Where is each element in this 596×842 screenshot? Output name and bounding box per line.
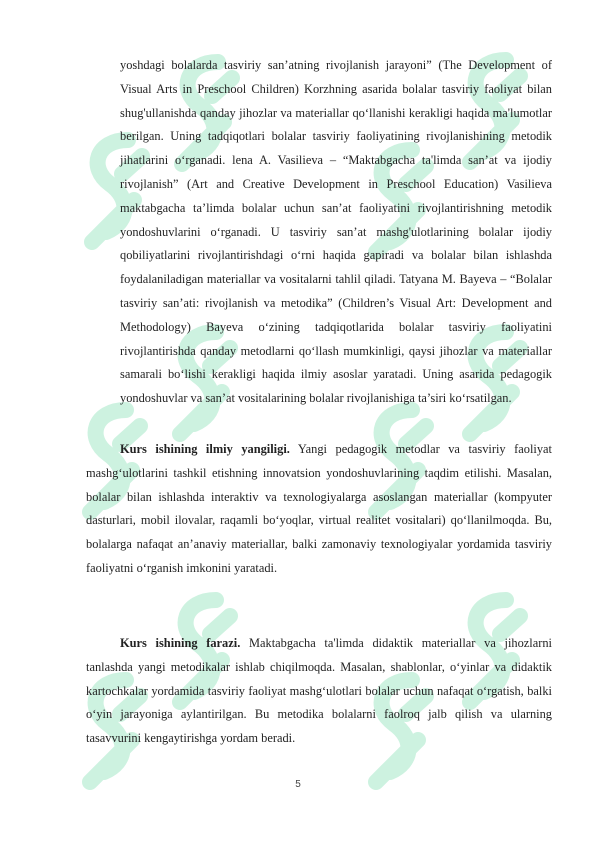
page-number: 5	[295, 779, 301, 790]
novelty-body: Yangi pedagogik metodlar va tasviriy faoliyat mashg‘ulotlarini tashkil etishning innovatsion yondoshuvlarining taqdim etilishi. Masalan, bolalar bilan ishlashda interaktiv va texnologiyalarga asoslangan materiallar (kompyuter dasturlari, mobil ilovalar, raqamli bo‘yoqlar, virtual realitet vositalari) qo‘llanilmoqda. Bu, bolalarga nafaqat an’anaviy materiallar, balki zamonaviy texnologiyalar yordamida tasviriy faoliyatni o‘rganish imkonini yaratadi.	[86, 442, 552, 575]
hypothesis-body: Maktabgacha ta'limda didaktik materiallar va jihozlarni tanlashda yangi metodikalar ishlab chiqilmoqda. Masalan, shablonlar, o‘yinlar va didaktik kartochkalar yordamida tasviriy faoliyat mashg‘ulotlari bolalar uchun nafaqat o‘rgatish, balki o‘yin jarayoniga aylantirilgan. Bu metodika bolalarni faolroq jalb qilish va ularning tasavvurini kengaytirishga yordam beradi.	[86, 636, 552, 746]
hypothesis-heading: Kurs ishining farazi.	[120, 636, 241, 650]
paragraph-hypothesis	[86, 632, 552, 751]
novelty-heading: Kurs ishining ilmiy yangiligi.	[120, 442, 290, 456]
paragraph-scientific-novelty	[86, 438, 552, 581]
paragraph-literature-review: yoshdagi bolalarda tasviriy san’atning rivojlanish jarayoni” (The Development of Visual Arts in Preschool Children) Korzhning asarida bolalar tasviriy faoliyat bilan shug'ullanishda qanday jihozlar va materiallar qo‘llanishi kerakligi haqida ma'lumotlar berilgan. Uning tadqiqotlari bolalar tasviriy faoliyatining rivojlanishining metodik jihatlarini o‘rganadi. lena A. Vasilieva – “Maktabgacha ta'limda san’at va ijodiy rivojlanish” (Art and Creative Development in Preschool Education) Vasilieva maktabgacha ta’limda bolalar uchun san’at faoliyatini rivojlantirishning metodik yondoshuvlarini o‘rganadi. U tasviriy san’at mashg'ulotlarining bolalar ijodiy qobiliyatlarini rivojlantirishdagi o‘rni haqida gapiradi va bolalar bilan ishlashda foydalaniladigan materiallar va vositalarni tahlil qiladi. Tatyana M. Bayeva – “Bolalar tasviriy san’ati: rivojlanish va metodika” (Children’s Visual Art: Development and Methodology) Bayeva o‘zining tadqiqotlarida bolalar tasviriy faoliyatini rivojlantirishda qanday metodlarni qo‘llash mumkinligi, qaysi jihozlar va materiallar samarali bo‘lishi kerakligi haqida ilmiy asoslar yaratadi. Uning asarida pedagogik yondoshuvlar va san’at vositalarining bolalar rivojlanishiga ta’siri ko‘rsatilgan.	[120, 58, 552, 406]
